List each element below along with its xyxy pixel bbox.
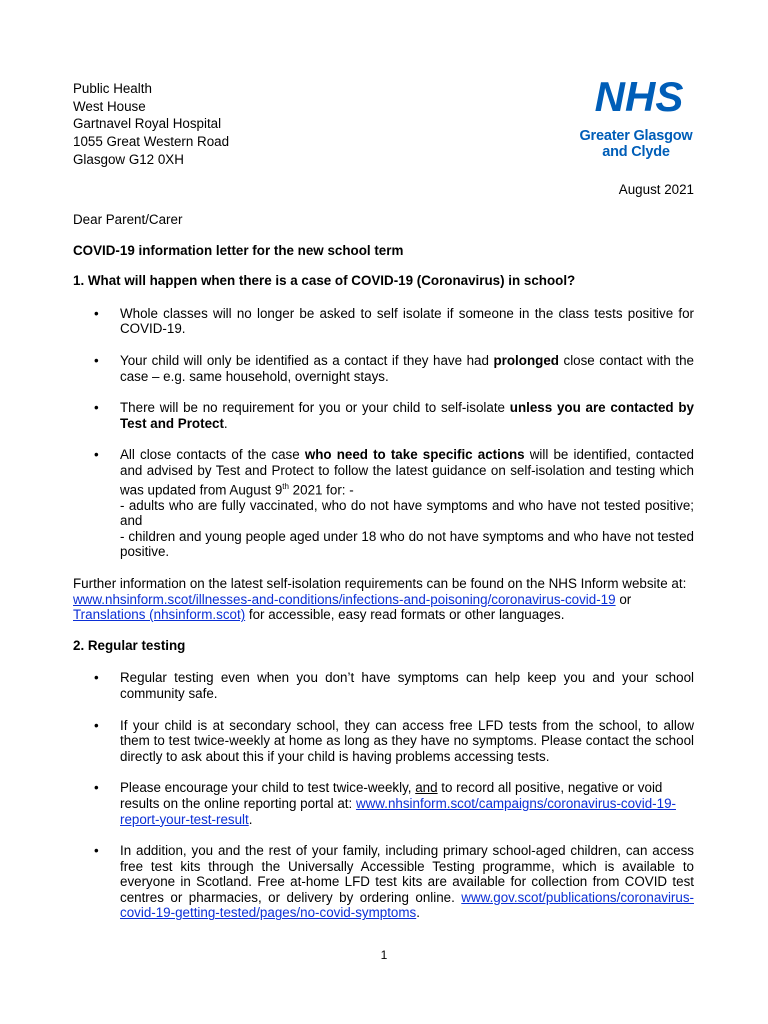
address-line: 1055 Great Western Road bbox=[73, 134, 230, 150]
bullet-icon: • bbox=[94, 670, 99, 686]
page-number: 1 bbox=[380, 948, 388, 962]
section-1-list bbox=[73, 306, 694, 560]
list-item: • If your child is at secondary school, they can access free LFD tests from the school, to allow them to test twice-weekly at home as long as they have no symptoms. Please contact the school directly to ask about this if your child is having problems accessing tests. bbox=[94, 717, 694, 764]
list-item: • Your child will only be identified as a contact if they have had prolonged close contact with the case – e.g. same household, overnight stays. bbox=[94, 352, 694, 384]
nhs-logo-text: NHS bbox=[594, 76, 684, 120]
bullet-icon: • bbox=[94, 352, 99, 368]
bullet-icon: • bbox=[94, 843, 99, 859]
translations-link[interactable]: Translations (nhsinform.scot) bbox=[73, 607, 246, 623]
bullet-icon: • bbox=[94, 400, 99, 416]
nhs-board-line: and Clyde bbox=[602, 144, 670, 160]
address-line: Glasgow G12 0XH bbox=[73, 151, 184, 167]
address-line: Public Health bbox=[73, 81, 152, 96]
list-item: • All close contacts of the case who need to take specific actions will be identified, contacted and advised by Test and Protect to follow the latest guidance on self-isolation and testing which was updated from August 9th 2021 for: - - adults who are fully vaccinated, who do not have symptoms and who have not tested positive; and - children and young people aged under 18 who do not have symptoms and who have not tested positive. bbox=[94, 447, 695, 560]
section-1-heading: 1. What will happen when there is a case of COVID-19 (Coronavirus) in school? bbox=[73, 273, 576, 289]
letter-body bbox=[73, 212, 694, 937]
bullet-icon: • bbox=[94, 717, 99, 733]
list-item: • There will be no requirement for you or your child to self-isolate unless you are contacted by Test and Protect. bbox=[94, 400, 694, 431]
list-item: • Whole classes will no longer be asked to self isolate if someone in the class tests positive for COVID-19. bbox=[94, 305, 694, 337]
nhs-board-name bbox=[576, 128, 696, 160]
section-2-list bbox=[73, 670, 694, 921]
nhs-board-line: Greater Glasgow bbox=[579, 128, 693, 144]
bullet-icon: • bbox=[94, 305, 99, 321]
nhs-inform-covid-link[interactable]: www.nhsinform.scot/illnesses-and-conditions/infections-and-poisoning/coronavirus-covid-19 bbox=[73, 591, 616, 607]
further-info-paragraph: Further information on the latest self-isolation requirements can be found on the NHS Inform website at: www.nhsinform.scot/illnesses-and-conditions/infections-and-poisoning/coronavirus-covid-19 or Translations (nhsinform.scot) for accessible, easy read formats or other languages. bbox=[73, 575, 687, 623]
list-item: • In addition, you and the rest of your family, including primary school-aged children, can access free test kits through the Universally Accessible Testing programme, which is available to everyone in Scotland. Free at-home LFD test kits are available for collection from COVID test centres or pharmacies, or delivery by ordering online. www.gov.scot/publications/coronavirus-covid-19-getting-tested/pages/no-covid-symptoms. bbox=[94, 843, 694, 921]
report-test-result-link[interactable]: www.nhsinform.scot/campaigns/coronavirus-covid-19-report-your-test-result bbox=[120, 795, 676, 827]
salutation: Dear Parent/Carer bbox=[73, 212, 183, 227]
address-line: Gartnavel Royal Hospital bbox=[73, 116, 222, 132]
section-2-heading: 2. Regular testing bbox=[73, 637, 186, 653]
letter-date: August 2021 bbox=[618, 182, 694, 197]
bullet-icon: • bbox=[94, 447, 99, 463]
no-covid-symptoms-link[interactable]: www.gov.scot/publications/coronavirus-covid-19-getting-tested/pages/no-covid-symptoms bbox=[120, 889, 694, 921]
list-item: • Regular testing even when you don’t have symptoms can help keep you and your school community safe. bbox=[94, 670, 694, 701]
letter-title: COVID-19 information letter for the new school term bbox=[73, 242, 404, 258]
list-item: • Please encourage your child to test twice-weekly, and to record all positive, negative or void results on the online reporting portal at: www.nhsinform.scot/campaigns/coronavirus-covid-19-report-your-test-result. bbox=[94, 780, 676, 827]
bullet-icon: • bbox=[94, 780, 99, 796]
nhs-logo-mark bbox=[584, 76, 694, 120]
address-line: West House bbox=[73, 98, 146, 114]
sender-address bbox=[73, 80, 229, 169]
nhs-logo bbox=[576, 76, 696, 166]
